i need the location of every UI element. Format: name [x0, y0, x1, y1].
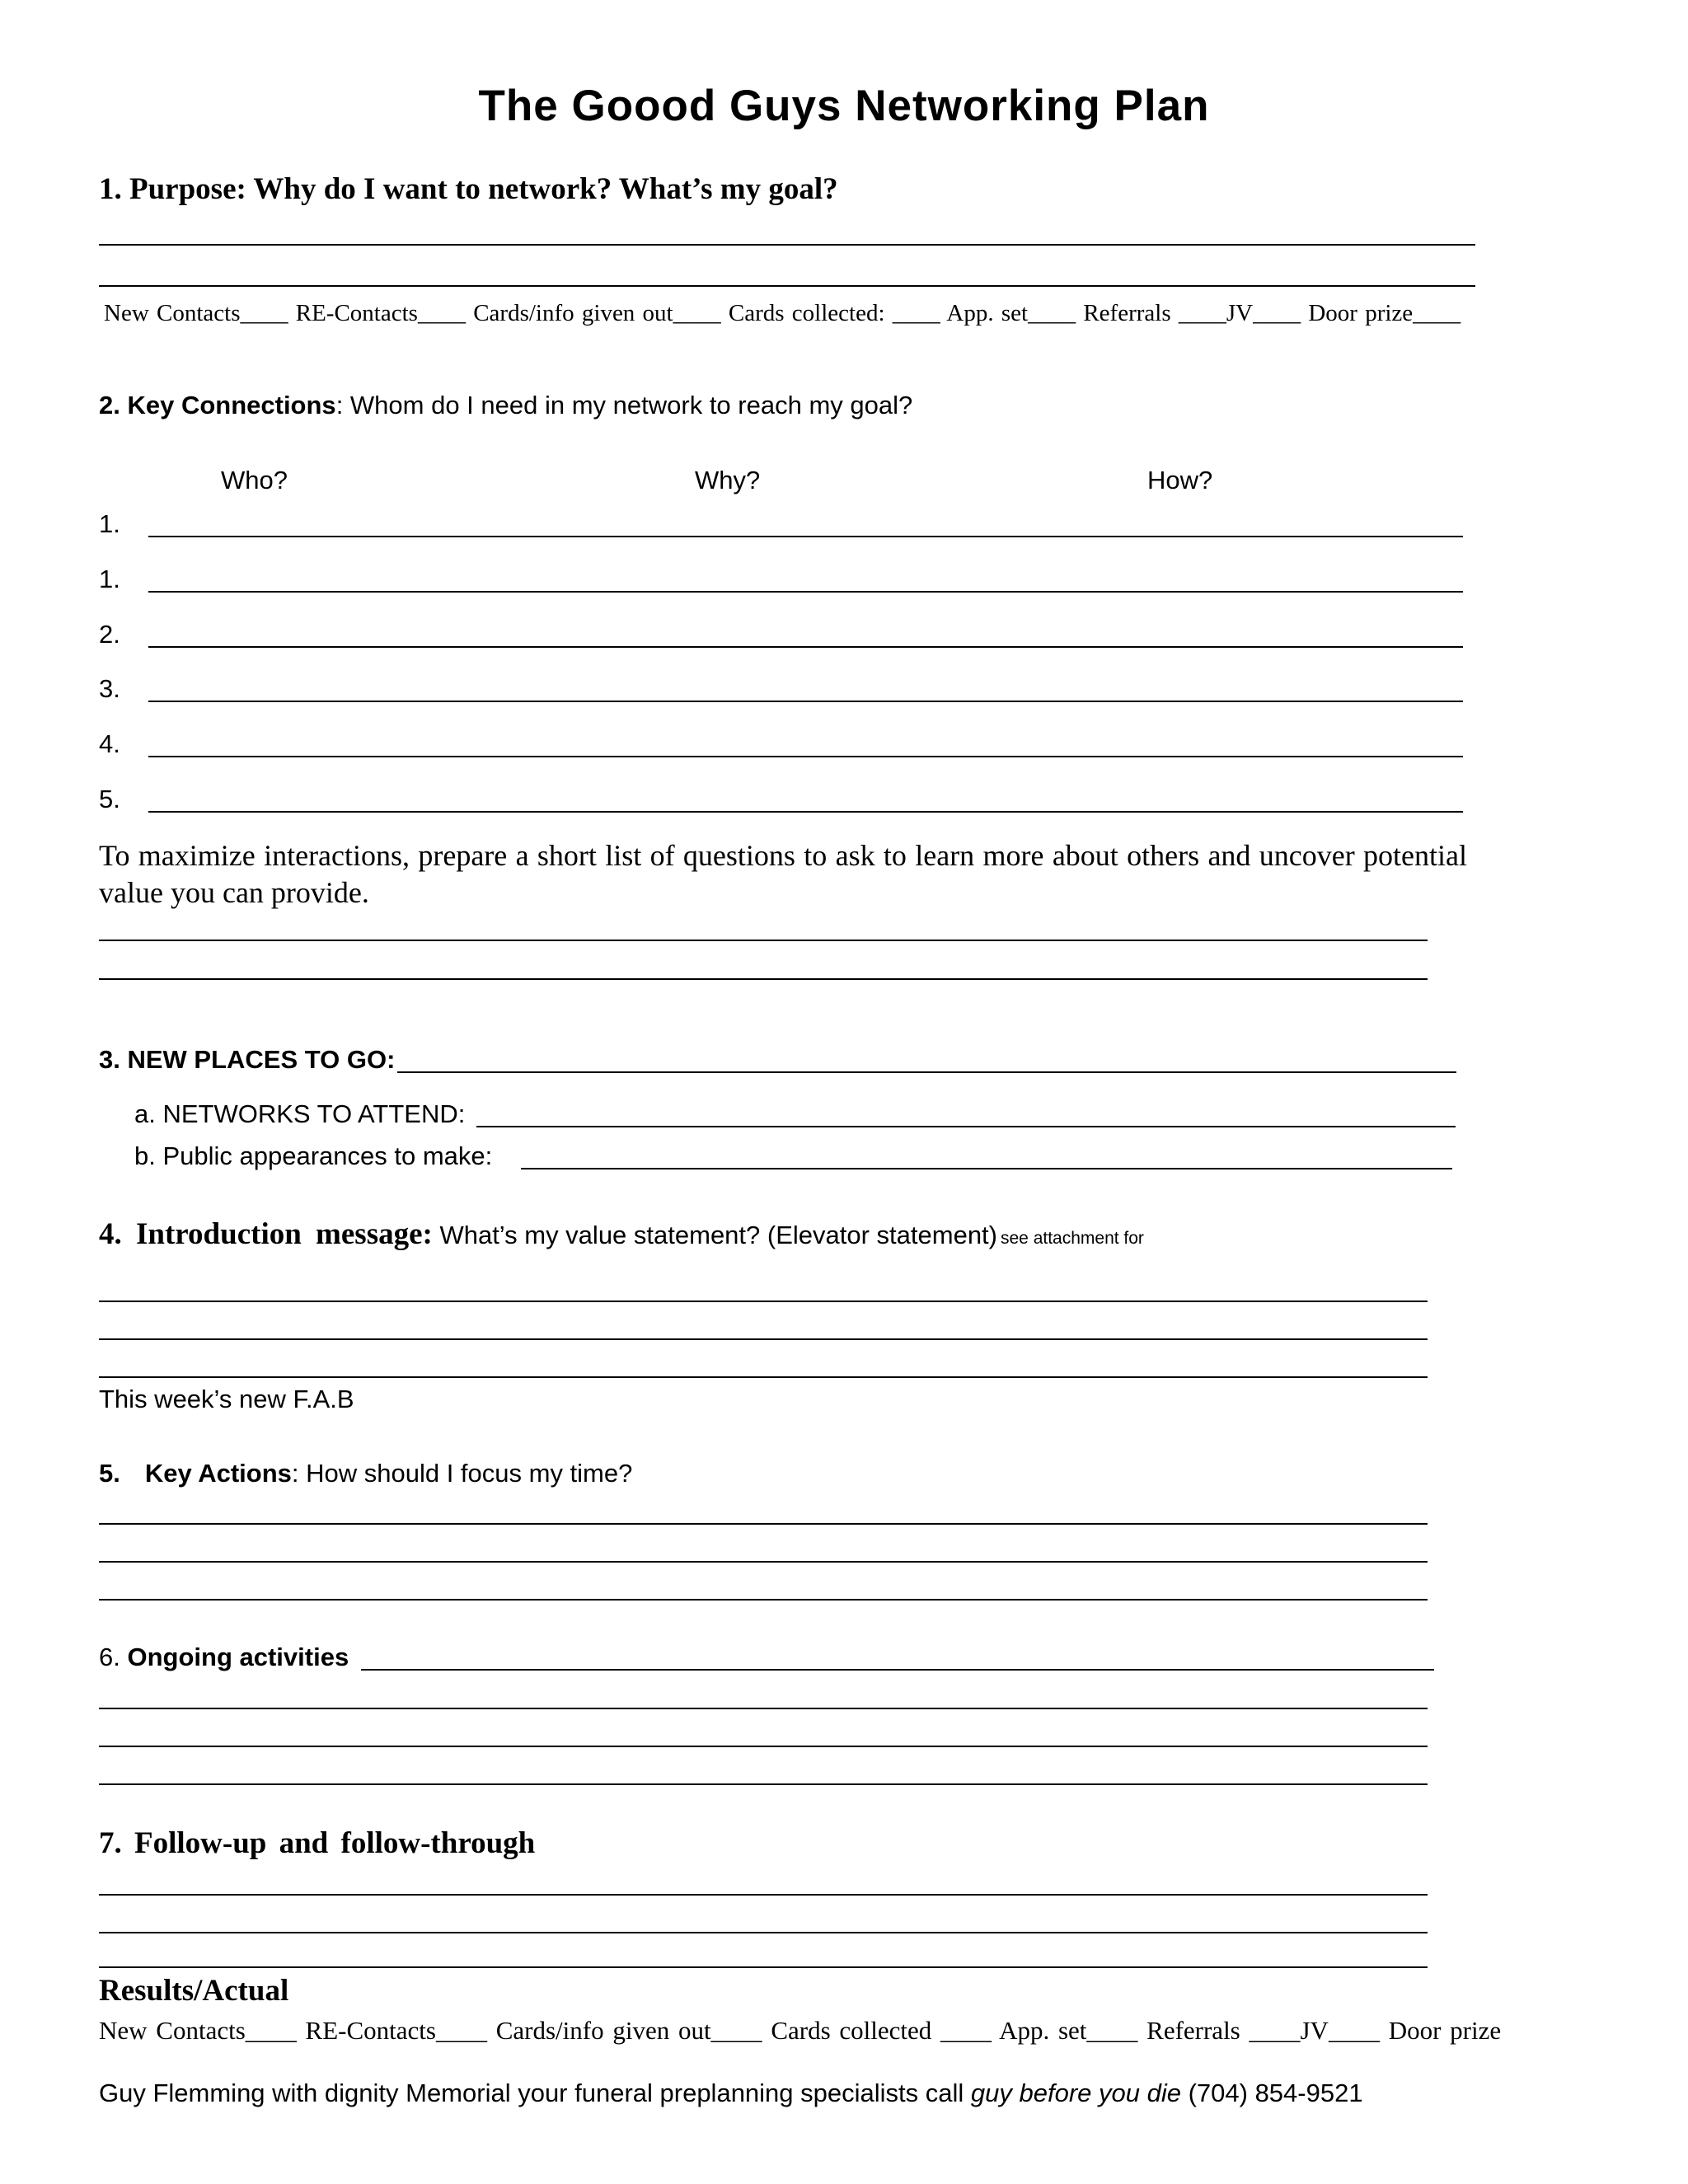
tally-re-contacts: RE-Contacts____ — [295, 300, 466, 326]
connection-row-line[interactable] — [148, 646, 1463, 648]
follow-up-line-2[interactable] — [99, 1932, 1428, 1933]
tally-cards-given: Cards/info given out____ — [473, 300, 721, 326]
connection-row-number: 5. — [99, 785, 120, 813]
introduction-line-3[interactable] — [99, 1376, 1428, 1378]
column-who: Who? — [221, 466, 288, 494]
networks-to-attend-label: a. NETWORKS TO ATTEND: — [134, 1099, 466, 1128]
tally-new-contacts: New Contacts____ — [104, 300, 288, 326]
column-how: How? — [1147, 466, 1213, 494]
key-actions-question: : How should I focus my time? — [291, 1459, 633, 1488]
page-title: The Goood Guys Networking Plan — [478, 82, 1210, 130]
key-actions-line-2[interactable] — [99, 1561, 1428, 1563]
key-actions-line-3[interactable] — [99, 1599, 1428, 1601]
purpose-line-1[interactable] — [99, 244, 1475, 246]
follow-up-line-1[interactable] — [99, 1894, 1428, 1896]
key-actions-label: Key Actions — [144, 1459, 292, 1488]
connection-row-number: 4. — [99, 729, 120, 758]
questions-note: To maximize interactions, prepare a short list of questions to ask to learn more about others and uncover potential value you can provide. — [99, 839, 1467, 909]
results-referrals-jv: Referrals ____JV____ — [1146, 2016, 1380, 2045]
connection-row-number: 3. — [99, 674, 120, 703]
connection-row-line[interactable] — [148, 811, 1463, 813]
results-heading: Results/Actual — [99, 1974, 289, 2008]
goal-tally-row — [104, 300, 1461, 327]
footer-main: Guy Flemming with dignity Memorial your funeral preplanning specialists call — [99, 2079, 971, 2107]
introduction-heading — [99, 1216, 1144, 1252]
see-attachment-note: see attachment for — [1001, 1229, 1144, 1248]
public-appearances-label: b. Public appearances to make: — [134, 1141, 493, 1170]
ongoing-activities-label: Ongoing activities — [127, 1643, 349, 1671]
introduction-line-2[interactable] — [99, 1338, 1428, 1340]
public-appearances-line[interactable] — [521, 1168, 1452, 1169]
footer-phone: (704) 854-9521 — [1180, 2079, 1363, 2107]
key-connections-heading — [99, 391, 912, 420]
key-actions-line-1[interactable] — [99, 1523, 1428, 1525]
connection-row-number: 1. — [99, 509, 120, 538]
follow-up-line-3[interactable] — [99, 1966, 1428, 1968]
key-connections-question: : Whom do I need in my network to reach my goal? — [335, 391, 913, 419]
key-actions-heading — [99, 1459, 632, 1488]
footer-tagline: guy before you die — [970, 2079, 1181, 2107]
connection-row-number: 1. — [99, 565, 120, 593]
results-cards-collected: Cards collected ____ — [771, 2016, 992, 2045]
new-places-heading: 3. NEW PLACES TO GO: — [99, 1045, 396, 1074]
fab-label: This week’s new F.A.B — [99, 1385, 354, 1413]
tally-app-set: App. set____ — [946, 300, 1076, 326]
column-why: Why? — [695, 466, 761, 494]
connection-row-number: 2. — [99, 620, 120, 649]
networks-to-attend-line[interactable] — [476, 1126, 1456, 1127]
key-actions-number: 5. — [99, 1459, 120, 1488]
results-door-prize: Door prize — [1388, 2016, 1502, 2045]
new-places-line[interactable] — [397, 1071, 1456, 1073]
connection-row-line[interactable] — [148, 536, 1463, 537]
introduction-question: What’s my value statement? (Elevator statement) — [432, 1221, 997, 1249]
follow-up-heading: 7. Follow-up and follow-through — [99, 1826, 536, 1860]
results-cards-given: Cards/info given out____ — [495, 2016, 762, 2045]
results-re-contacts: RE-Contacts____ — [305, 2016, 487, 2045]
results-app-set: App. set____ — [999, 2016, 1138, 2045]
results-new-contacts: New Contacts____ — [99, 2016, 297, 2045]
tally-cards-collected: Cards collected: ____ — [728, 300, 940, 326]
footer-text — [99, 2079, 1363, 2108]
introduction-line-1[interactable] — [99, 1301, 1428, 1302]
introduction-label: 4. Introduction message: — [99, 1217, 433, 1251]
questions-line-2[interactable] — [99, 978, 1428, 980]
ongoing-activities-line-2[interactable] — [99, 1746, 1428, 1747]
key-connections-label: 2. Key Connections — [99, 391, 336, 419]
purpose-line-2[interactable] — [99, 285, 1475, 287]
ongoing-activities-heading — [99, 1643, 349, 1672]
ongoing-activities-line-1[interactable] — [99, 1708, 1428, 1709]
results-tally-row — [99, 2016, 1501, 2046]
connection-row-line[interactable] — [148, 756, 1463, 757]
connection-row-line[interactable] — [148, 591, 1463, 593]
tally-door-prize: Door prize____ — [1308, 300, 1461, 326]
purpose-heading: 1. Purpose: Why do I want to network? What’s my goal? — [99, 172, 838, 206]
ongoing-activities-line-3[interactable] — [99, 1783, 1428, 1785]
connection-row-line[interactable] — [148, 701, 1463, 702]
questions-line-1[interactable] — [99, 940, 1428, 941]
ongoing-activities-number: 6. — [99, 1643, 120, 1671]
tally-referrals-jv: Referrals ____JV____ — [1083, 300, 1301, 326]
ongoing-activities-line-0[interactable] — [361, 1669, 1434, 1671]
